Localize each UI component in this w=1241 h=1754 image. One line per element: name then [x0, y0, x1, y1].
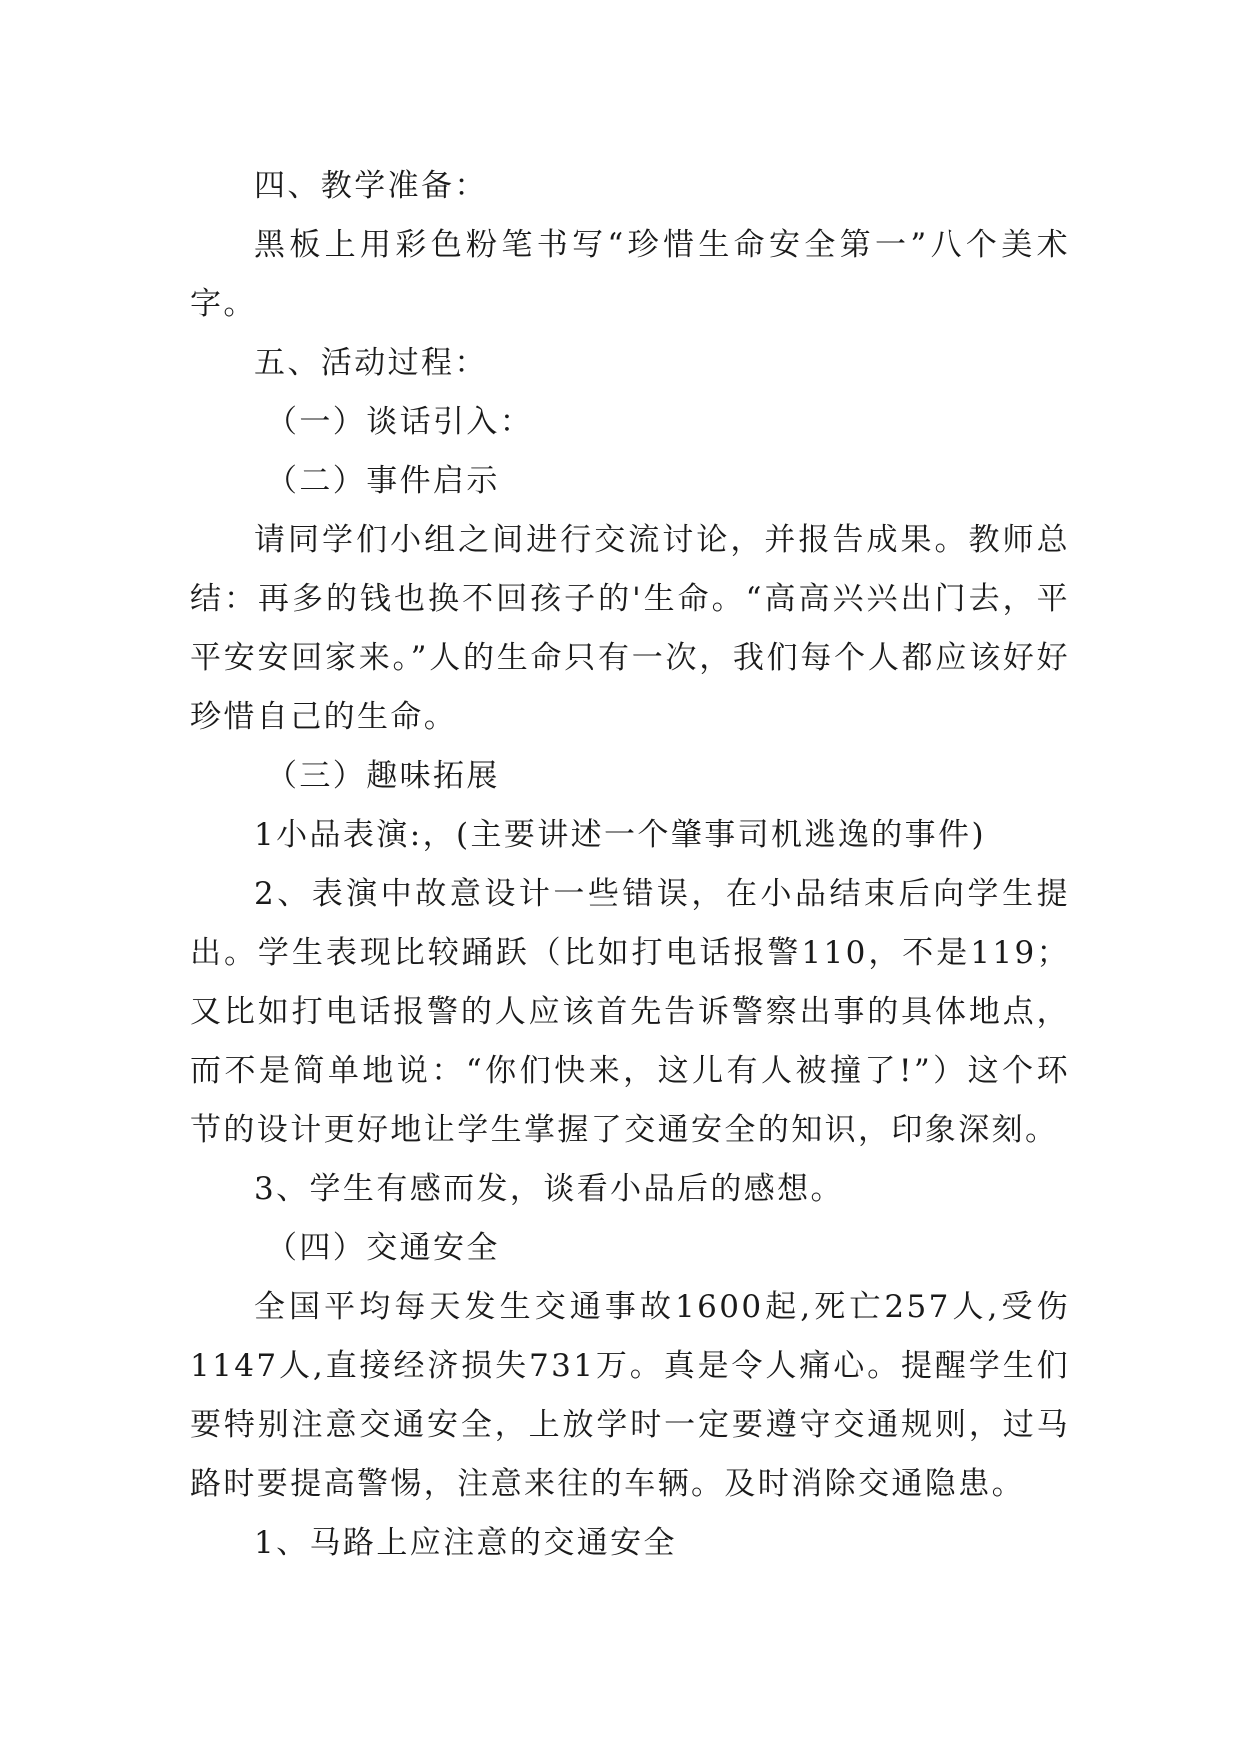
paragraph-blackboard: 黑板上用彩色粉笔书写“珍惜生命安全第一”八个美术字。	[190, 227, 1070, 322]
list-item-skit: 1小品表演:，(主要讲述一个肇事司机逃逸的事件)	[254, 817, 986, 853]
section-heading-activity-process: 五、活动过程：	[254, 345, 488, 381]
list-item-performance-errors: 2、表演中故意设计一些错误，在小品结束后向学生提出。学生表现比较踊跃（比如打电话报警110，不是119；又比如打电话报警的人应该首先告诉警察出事的具体地点，而不是简单地说：“你们快来，这儿有人被撞了!”）这个环节的设计更好地让学生掌握了交通安全的知识，印象深刻。	[190, 876, 1070, 1148]
section-heading-teaching-prep: 四、教学准备：	[254, 168, 488, 204]
paragraph-accident-statistics: 全国平均每天发生交通事故1600起,死亡257人,受伤1147人,直接经济损失731万。真是令人痛心。提醒学生们要特别注意交通安全，上放学时一定要遵守交通规则，过马路时要提高警惕，注意来往的车辆。及时消除交通隐患。	[190, 1289, 1070, 1502]
document-body	[190, 157, 1070, 1573]
subheading-conversation-intro: （一）谈话引入：	[266, 404, 534, 440]
subheading-traffic-safety: （四）交通安全	[266, 1230, 500, 1266]
subheading-fun-extension: （三）趣味拓展	[266, 758, 500, 794]
subheading-event-revelation: （二）事件启示	[266, 463, 500, 499]
list-item-road-safety: 1、马路上应注意的交通安全	[254, 1525, 677, 1561]
paragraph-group-discussion: 请同学们小组之间进行交流讨论，并报告成果。教师总结：再多的钱也换不回孩子的'生命。“高高兴兴出门去，平平安安回家来。”人的生命只有一次，我们每个人都应该好好珍惜自己的生命。	[190, 522, 1070, 735]
list-item-student-reflection: 3、学生有感而发，谈看小品后的感想。	[254, 1171, 844, 1207]
